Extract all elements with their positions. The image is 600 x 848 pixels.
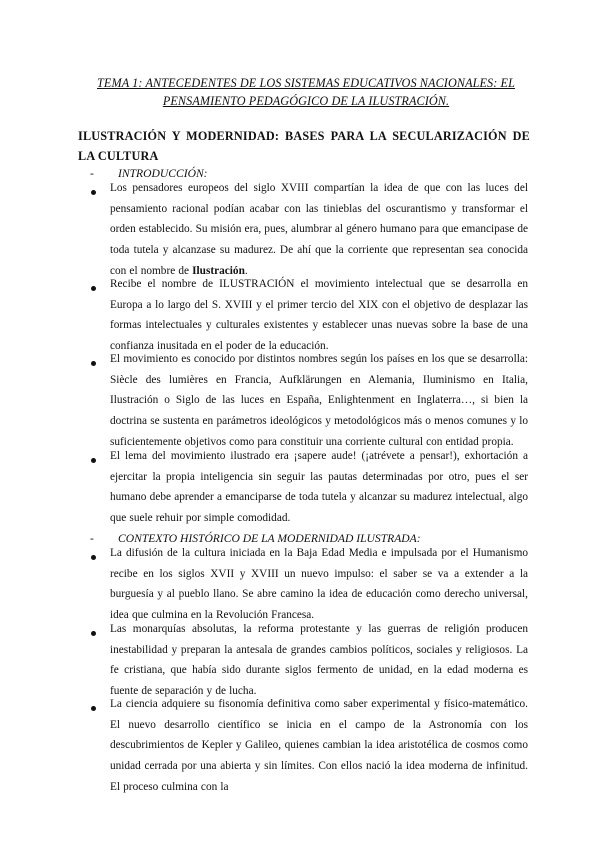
list-item: El movimiento es conocido por distintos nombres según los países en los que se desarrolla: Siècle des lumières en Francia, Aufklärungen en Alemania, Iluminismo en Italia, Ilustración o Siglo de las luces en España, Enlightenment en Inglaterra…, si bien la doctrina se sustenta en parámetros ideológicos y metodológicos más o menos comunes y lo suficientemente objetivos como para constituir una corriente cultural con entidad propia. — [110, 353, 528, 448]
list-item: Las monarquías absolutas, la reforma protestante y las guerras de religión producen inestabilidad y preparan la antesala de grandes cambios políticos, sociales y religiosos. La fe cristiana, que había sido durante siglos fermento de unidad, en la edad moderna es fuente de separación y de lucha. — [110, 623, 528, 698]
list-item: La ciencia adquiere su fisonomía definitiva como saber experimental y físico-matemático. El nuevo desarrollo científico se inicia en el campo de la Astronomía con los descubrimientos de Kepler y Galileo, quienes cambian la idea aristotélica de cosmos como unidad cerrada por una abierta y sin límites. Con ellos nació la idea moderna de infinitud. El proceso culmina con la — [110, 698, 528, 793]
bullet-icon — [90, 554, 98, 562]
subsection-heading-text: INTRODUCCIÓN: — [118, 167, 208, 180]
list-item-text: Los pensadores europeos del siglo XVIII compartían la idea de que con las luces del pensamiento racional podían acabar con las tinieblas del oscurantismo y transformar el orden establecido. Su misión era, pues, alumbrar al género humano para que emancipase de toda tutela y alcanzase su madurez. De ahí que la corriente que representan sea conocida con el nombre de — [110, 182, 528, 277]
list-item: Recibe el nombre de ILUSTRACIÓN el movimiento intelectual que se desarrolla en Europa a lo largo del S. XVIII y el primer tercio del XIX con el objetivo de desplazar las formas intelectuales y culturales existentes y establecer unas nuevas sobre la base de una confianza inusitada en el poder de la educación. — [110, 278, 528, 353]
dash-marker: - — [90, 167, 94, 180]
bullet-icon — [90, 457, 98, 465]
list-item-text: . — [244, 264, 248, 277]
list-item: La difusión de la cultura iniciada en la Baja Edad Media e impulsada por el Humanismo recibe en los siglos XVII y XVIII un nuevo impulso: el saber se va a extender a la burguesía y al pueblo llano. Se abre camino la idea de educación como derecho universal, idea que culmina en la Revolución Francesa. — [110, 547, 528, 622]
bullet-icon — [90, 630, 98, 638]
list-item — [110, 178, 528, 282]
list-item: El lema del movimiento ilustrado era ¡sapere aude! (¡atrévete a pensar!), exhortación a ejercitar la propia inteligencia sin seguir las pautas determinadas por otro, pues el ser humano debe aprender a emanciparse de toda tutela y alcanzar su madurez intelectual, algo que suele rehuir por simple comodidad. — [110, 450, 528, 525]
bullet-icon — [90, 360, 98, 368]
list-item-bold-term: Ilustración — [192, 264, 245, 277]
section-heading: ILUSTRACIÓN Y MODERNIDAD: BASES PARA LA SECULARIZACIÓN DE LA CULTURA — [78, 129, 530, 163]
dash-marker: - — [90, 532, 94, 545]
subsection-heading-text: CONTEXTO HISTÓRICO DE LA MODERNIDAD ILUSTRADA: — [118, 532, 421, 545]
bullet-icon — [90, 705, 98, 713]
bullet-icon — [90, 189, 98, 197]
bullet-icon — [90, 285, 98, 293]
document-title: TEMA 1: ANTECEDENTES DE LOS SISTEMAS EDUCATIVOS NACIONALES: EL PENSAMIENTO PEDAGÓGICO DE LA ILUSTRACIÓN. — [97, 76, 515, 108]
